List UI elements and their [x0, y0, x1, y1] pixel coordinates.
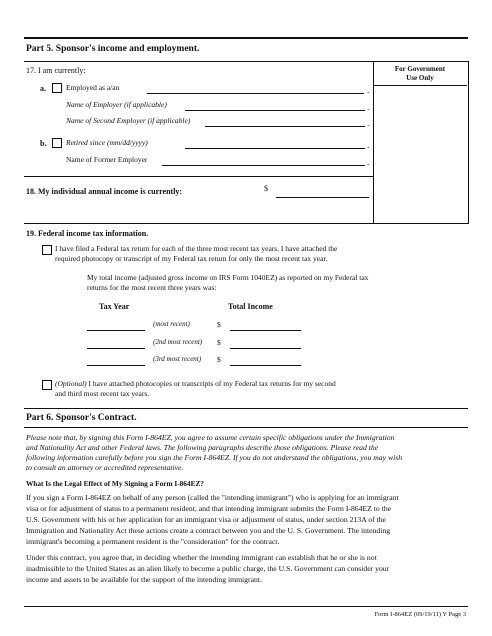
optional-text: I have attached photocopies or transcripts of my Federal tax returns for my second — [86, 379, 336, 388]
tax-return-line2: required photocopy or transcript of my Federal tax return for only the most recent tax year. — [55, 254, 328, 263]
q17b-letter: b. — [40, 139, 47, 148]
tax-year-field[interactable] — [87, 348, 145, 349]
para1-line: visa or for adjustment of status to a permanent resident, and that intending immigrant submits the Form I-864EZ to the — [26, 504, 392, 513]
employed-checkbox[interactable] — [52, 83, 62, 93]
optional-line1 — [55, 380, 336, 388]
total-income-field[interactable] — [230, 348, 301, 349]
q17-rule — [24, 176, 373, 177]
q19-label: 19. Federal income tax information. — [26, 229, 149, 238]
para1-line: U.S. Government with his or her application for an immigrant visa or adjustment of status, under section 213A of the — [26, 515, 386, 524]
tax-row-dollar: $ — [217, 355, 221, 364]
tax-return-checkbox[interactable] — [42, 245, 52, 255]
employed-label: Employed as a/an — [66, 83, 120, 92]
second-employer-period: . — [367, 118, 370, 128]
total-income-field[interactable] — [230, 365, 301, 366]
occupation-period: . — [367, 85, 370, 95]
part6-intro-line: Please note that, by signing this Form I-864EZ, you agree to assume certain specific obligations under the Immigration — [26, 433, 395, 442]
employer-label: Name of Employer (if applicable) — [66, 100, 167, 109]
former-employer-period: . — [367, 157, 370, 167]
optional-checkbox[interactable] — [42, 380, 52, 390]
part6-rule — [24, 427, 468, 428]
total-income-field[interactable] — [230, 330, 301, 331]
tax-row-dollar: $ — [217, 320, 221, 329]
tax-year-header: Tax Year — [99, 302, 130, 311]
q18-rule — [24, 223, 468, 224]
gov-use-line1: For Government — [394, 65, 446, 73]
legal-effect-heading: What Is the Legal Effect of My Signing a Form I-864EZ? — [26, 479, 204, 488]
retired-label: Retired since (mm/dd/yyyy) — [66, 138, 148, 147]
para1-line: immigrant's becoming a permanent resident is the "consideration" for the contract. — [26, 537, 280, 546]
gov-use-divider — [373, 85, 467, 86]
top-rule — [24, 37, 468, 39]
part6-intro-line: following information carefully before you sign the Form I-864EZ. If you do not understand the obligations, you may wish — [26, 453, 403, 462]
para2-line: inadmissible to the United States as an alien likely to become a public charge, the U.S. Government can consider your — [26, 564, 390, 573]
part6-top-rule — [24, 408, 468, 409]
employer-period: . — [367, 102, 370, 112]
annual-income-field[interactable] — [276, 197, 369, 198]
tax-year-field[interactable] — [87, 365, 145, 366]
tax-year-field[interactable] — [87, 330, 145, 331]
former-employer-label: Name of Former Employer — [66, 155, 148, 164]
tax-row-label: (most recent) — [153, 320, 190, 328]
footer-rule — [24, 606, 468, 607]
retired-date-period: . — [367, 140, 370, 150]
q18-dollar: $ — [264, 184, 268, 193]
total-income-line2: returns for the most recent three years was: — [87, 283, 217, 292]
second-employer-label: Name of Second Employer (if applicable) — [66, 116, 191, 125]
former-employer-field[interactable] — [162, 165, 365, 166]
total-income-line1: My total income (adjusted gross income on IRS Form 1040EZ) as reported on my Federal tax — [87, 273, 369, 282]
second-employer-field[interactable] — [205, 126, 365, 127]
q18-label: 18. My individual annual income is currently: — [26, 187, 183, 196]
part6-title: Part 6. Sponsor's Contract. — [26, 413, 137, 423]
optional-line2: and third most recent tax years. — [55, 389, 150, 398]
tax-row-dollar: $ — [217, 338, 221, 347]
tax-return-line1: I have filed a Federal tax return for each of the three most recent tax years. I have attached the — [55, 244, 338, 253]
tax-row-label: (2nd most recent) — [153, 338, 203, 346]
part6-intro-line: and Nationality Act and other Federal laws. The following paragraphs describe those obligations. Please read the — [26, 443, 379, 452]
para1-line: If you sign a Form I-864EZ on behalf of any person (called the "intending immigrant") who is applying for an immigrant — [26, 493, 399, 502]
para1-line: Immigration and Nationality Act these actions create a contract between you and the U. S. Government. The intending — [26, 526, 391, 535]
q17a-letter: a. — [40, 84, 46, 93]
q17-label: 17. I am currently: — [26, 66, 86, 75]
total-income-header: Total Income — [228, 302, 273, 311]
occupation-field[interactable] — [147, 93, 364, 94]
retired-checkbox[interactable] — [52, 138, 62, 148]
para2-line: Under this contract, you agree that, in deciding whether the intending immigrant can establish that he or she is not — [26, 553, 377, 562]
retired-date-field[interactable] — [185, 148, 365, 149]
optional-word: (Optional) — [55, 379, 87, 388]
employer-field[interactable] — [185, 110, 365, 111]
tax-row-label: (3rd most recent) — [153, 355, 202, 363]
part5-title: Part 5. Sponsor's income and employment. — [26, 44, 200, 54]
part6-intro-line: to consult an attorney or accredited representative. — [26, 463, 184, 472]
gov-use-line2: Use Only — [406, 74, 434, 82]
footer-text: Form I-864EZ (09/19/11) Y Page 3 — [374, 611, 466, 618]
para2-line: income and assets to be available for the support of the intending immigrant. — [26, 575, 262, 584]
